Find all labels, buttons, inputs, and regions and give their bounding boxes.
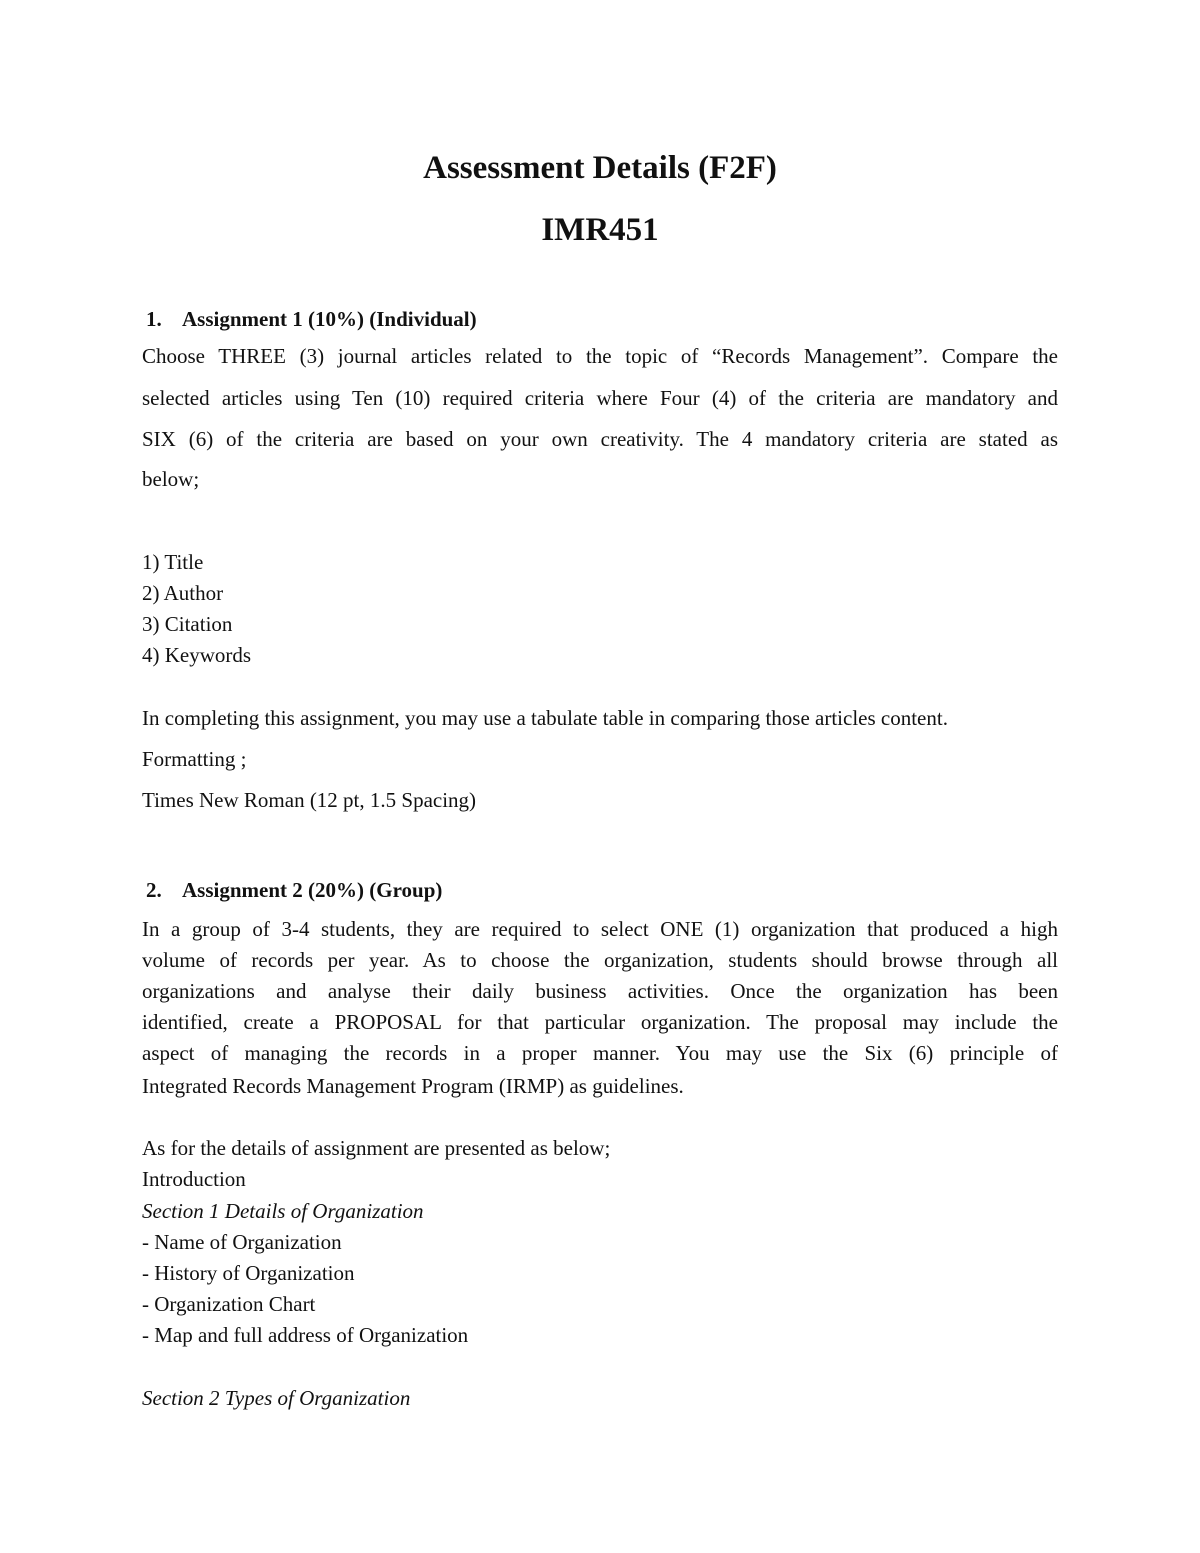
criteria-item: 1) Title: [142, 550, 204, 574]
section1-item: - Map and full address of Organization: [142, 1323, 469, 1347]
assignment2-para-line: In a group of 3-4 students, they are required to select ONE (1) organization that produced a high: [142, 917, 1058, 941]
assignment2-para-line: volume of records per year. As to choose the organization, students should browse through all: [142, 948, 1058, 972]
course-code: IMR451: [541, 212, 659, 248]
assignment2-para-line: organizations and analyse their daily business activities. Once the organization has been: [142, 979, 1058, 1003]
assignment2-para-line: aspect of managing the records in a proper manner. You may use the Six (6) principle of: [142, 1041, 1058, 1065]
section1-item: - History of Organization: [142, 1261, 355, 1285]
assignment1-title: Assignment 1 (10%) (Individual): [182, 307, 477, 331]
introduction-label: Introduction: [142, 1167, 246, 1191]
assignment1-para-line: Choose THREE (3) journal articles related to the topic of “Records Management”. Compare the: [142, 344, 1058, 368]
assignment1-para-line: below;: [142, 467, 200, 491]
assignment2-para-line: identified, create a PROPOSAL for that particular organization. The proposal may include the: [142, 1010, 1058, 1034]
section2-title: Section 2 Types of Organization: [142, 1386, 411, 1410]
criteria-item: 4) Keywords: [142, 643, 252, 667]
document-title: Assessment Details (F2F): [423, 150, 777, 186]
criteria-item: 3) Citation: [142, 612, 233, 636]
assignment1-note: In completing this assignment, you may use a tabulate table in comparing those articles content.: [142, 706, 948, 730]
section1-item: - Name of Organization: [142, 1230, 342, 1254]
assignment2-title: Assignment 2 (20%) (Group): [182, 878, 443, 902]
assignment2-heading: [146, 876, 442, 904]
assignment1-heading: [146, 305, 477, 333]
assignment2-para-line: Integrated Records Management Program (IRMP) as guidelines.: [142, 1074, 684, 1098]
assignment1-para-line: selected articles using Ten (10) required criteria where Four (4) of the criteria are mandatory and: [142, 386, 1058, 410]
section1-title: Section 1 Details of Organization: [142, 1199, 424, 1223]
section1-item: - Organization Chart: [142, 1292, 316, 1316]
formatting-label: Formatting ;: [142, 747, 247, 771]
formatting-value: Times New Roman (12 pt, 1.5 Spacing): [142, 788, 477, 812]
assignment2-number: 2.: [146, 878, 162, 902]
assignment1-para-line: SIX (6) of the criteria are based on your own creativity. The 4 mandatory criteria are stated as: [142, 427, 1058, 451]
criteria-item: 2) Author: [142, 581, 224, 605]
details-intro: As for the details of assignment are presented as below;: [142, 1136, 611, 1160]
assignment1-number: 1.: [146, 307, 162, 331]
